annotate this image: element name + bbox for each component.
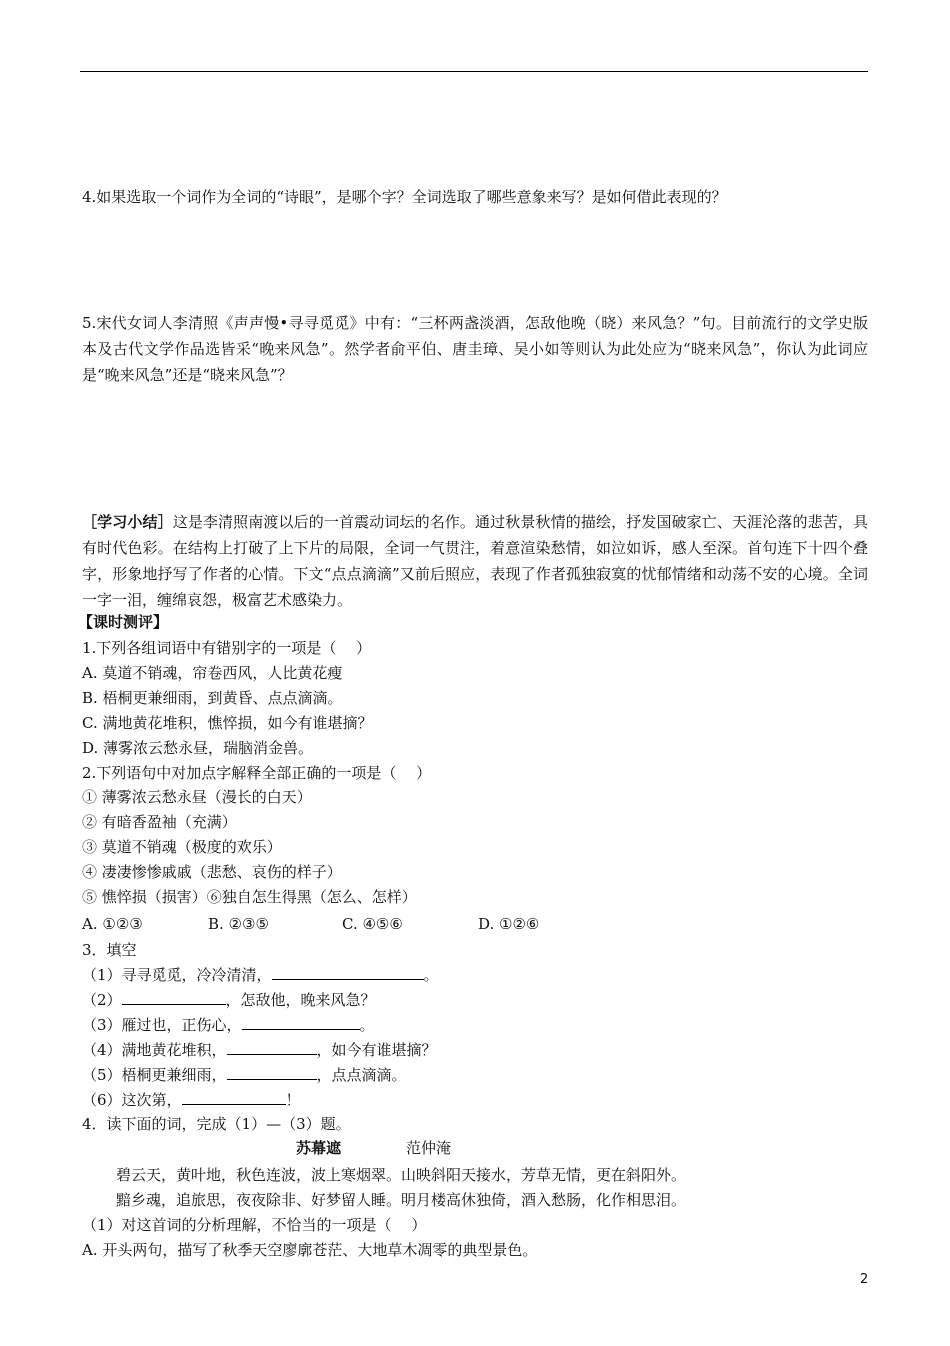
fill-blank-3[interactable] <box>242 1015 360 1030</box>
q2-stem: 2.下列语句中对加点字解释全部正确的一项是（ ） <box>82 764 432 782</box>
test-heading: 【课时测评】 <box>78 613 169 631</box>
study-summary <box>82 509 868 613</box>
poem-author: 范仲淹 <box>406 1139 452 1157</box>
q1-option-a: A. 莫道不销魂，帘卷西风，人比黄花瘦 <box>82 664 343 682</box>
fill-line-6: （6）这次第， ！ <box>82 1091 301 1109</box>
fill-line-3: （3）雁过也，正伤心， 。 <box>82 1016 375 1034</box>
header-rule <box>80 71 868 72</box>
q1-option-c: C. 满地黄花堆积，憔悴损，如今有谁堪摘？ <box>82 714 373 732</box>
fill-line-5: （5）梧桐更兼细雨， ，点点滴滴。 <box>82 1066 407 1084</box>
fill-line-4: （4）满地黄花堆积， ，如今有谁堪摘？ <box>82 1041 437 1059</box>
poem-line-1: 碧云天，黄叶地，秋色连波，波上寒烟翠。山映斜阳天接水，芳草无情，更在斜阳外。 <box>116 1166 687 1184</box>
q1-stem: 1.下列各组词语中有错别字的一项是（ ） <box>82 639 372 657</box>
question-5: 5.宋代女词人李清照《声声慢•寻寻觅觅》中有：“三杯两盏淡酒，怎敌他晚（晓）来风急？”句。目前流行的文学史版本及古代文学作品选皆采“晚来风急”。然学者俞平伯、唐圭璋、吴小如等则认为此处应为“晓来风急”，你认为此词应是“晚来风急”还是“晓来风急”？ <box>82 314 868 384</box>
q2-option-c: C. ④⑤⑥ <box>342 915 403 933</box>
summary-heading: ［学习小结］ <box>82 513 173 531</box>
q2-option-d: D. ①②⑥ <box>478 915 540 933</box>
q2-item-5: ⑤ 憔悴损（损害）⑥独自怎生得黑（怎么、怎样） <box>82 888 417 906</box>
poem-line-2: 黯乡魂，追旅思，夜夜除非、好梦留人睡。明月楼高休独倚，酒入愁肠，化作相思泪。 <box>116 1191 687 1209</box>
page-number: 2 <box>860 1272 869 1287</box>
fill-blank-4[interactable] <box>227 1040 317 1055</box>
poem-title: 苏幕遮 <box>296 1139 342 1157</box>
q1-option-d: D. 薄雾浓云愁永昼，瑞脑消金兽。 <box>82 739 314 757</box>
q2-item-2: ② 有暗香盈袖（充满） <box>82 813 237 831</box>
q2-item-3: ③ 莫道不销魂（极度的欢乐） <box>82 838 282 856</box>
fill-blank-6[interactable] <box>182 1090 286 1105</box>
question-4: 4.如果选取一个词作为全词的“诗眼”，是哪个字？全词选取了哪些意象来写？是如何借此表现的？ <box>82 188 727 206</box>
fill-blank-1[interactable] <box>272 965 424 980</box>
q4-stem: 4．读下面的词，完成（1）—（3）题。 <box>82 1115 351 1133</box>
q1-option-b: B. 梧桐更兼细雨，到黄昏、点点滴滴。 <box>82 689 343 707</box>
q2-item-4: ④ 凄凄惨惨戚戚（悲愁、哀伤的样子） <box>82 863 342 881</box>
q2-option-b: B. ②③⑤ <box>208 915 269 933</box>
q4-sub1-stem: （1）对这首词的分析理解，不恰当的一项是（ ） <box>82 1216 427 1234</box>
q4-sub1-option-a: A. 开头两句，描写了秋季天空廖廓苍茫、大地草木凋零的典型景色。 <box>82 1241 538 1259</box>
fill-blank-5[interactable] <box>227 1065 317 1080</box>
q2-item-1: ① 薄雾浓云愁永昼（漫长的白天） <box>82 788 312 806</box>
fill-blank-2[interactable] <box>122 990 226 1005</box>
fill-line-1: （1）寻寻觅觅，冷冷清清， 。 <box>82 966 439 984</box>
q2-option-a: A. ①②③ <box>82 915 143 933</box>
summary-text: 这是李清照南渡以后的一首震动词坛的名作。通过秋景秋情的描绘，抒发国破家亡、天涯沦落的悲苦，具有时代色彩。在结构上打破了上下片的局限，全词一气贯注，着意渲染愁情，如泣如诉，感人至深。首句连下十四个叠字，形象地抒写了作者的心情。下文“点点滴滴”又前后照应，表现了作者孤独寂寞的忧郁情绪和动荡不安的心境。全词一字一泪，缠绵哀怨，极富艺术感染力。 <box>82 513 868 609</box>
fill-line-2: （2） ，怎敌他，晚来风急？ <box>82 991 376 1009</box>
q3-stem: 3．填空 <box>82 941 137 959</box>
